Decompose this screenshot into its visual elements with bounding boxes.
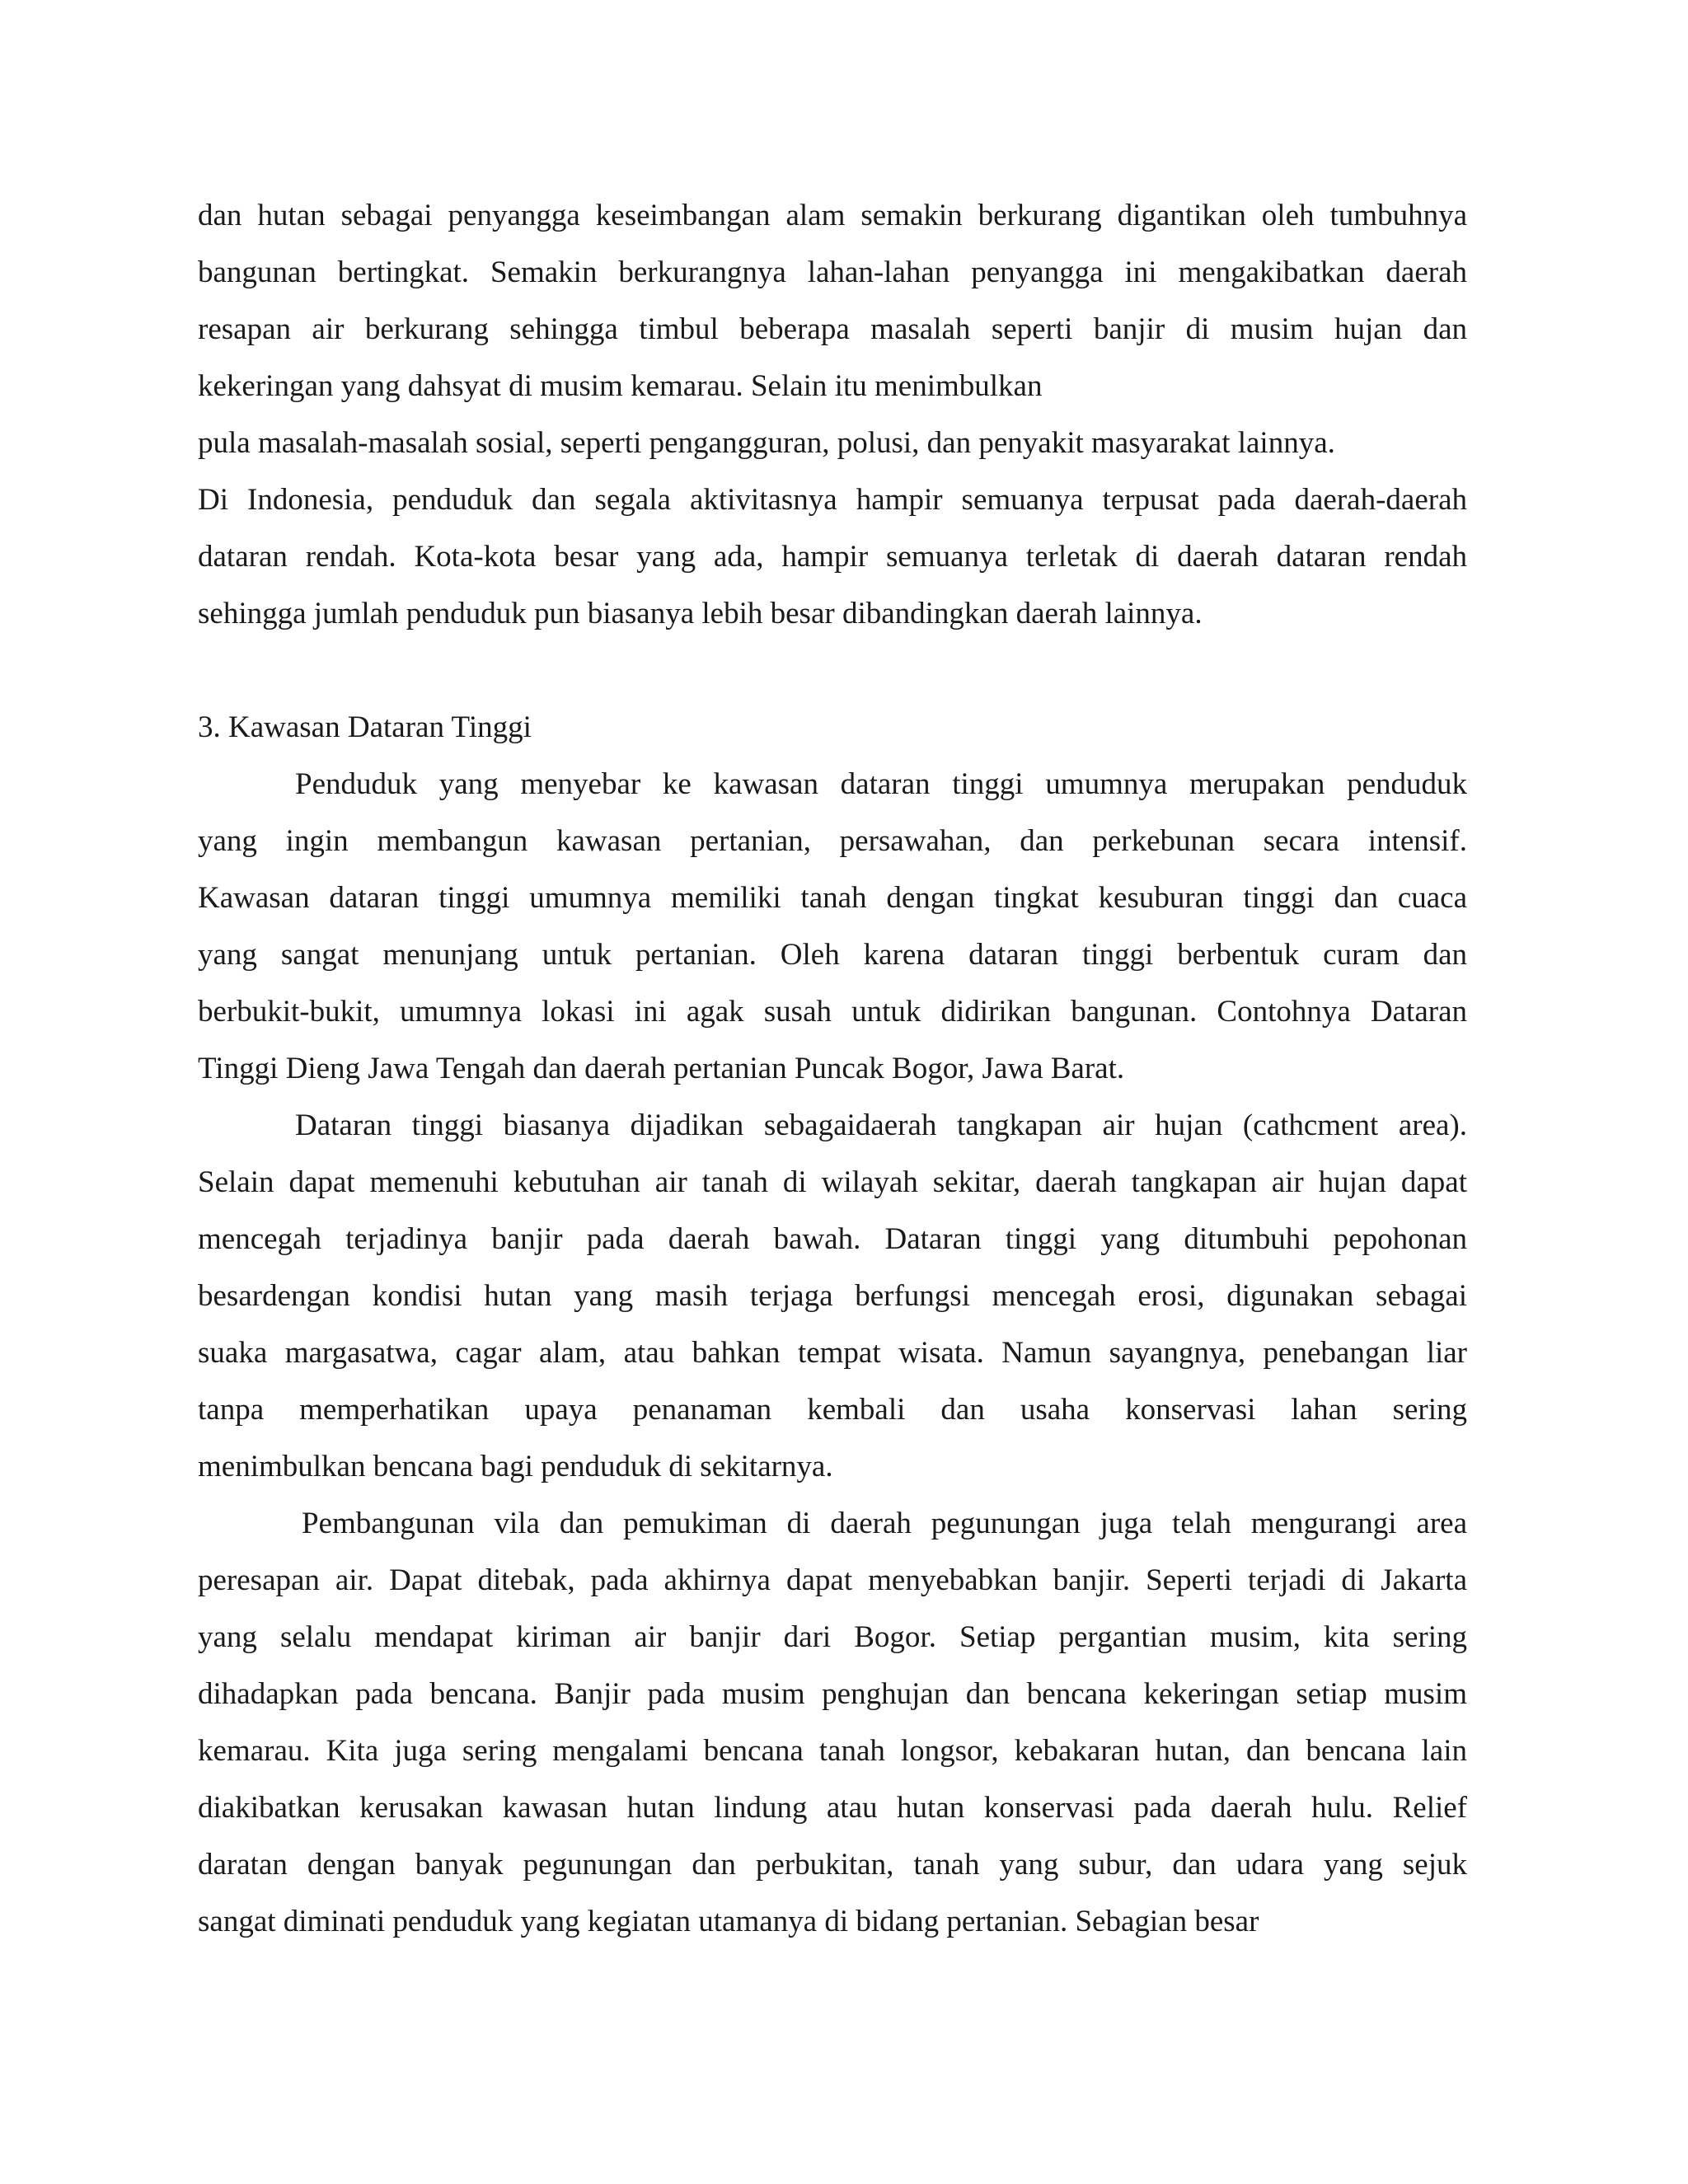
paragraph-line: mencegah terjadinya banjir pada daerah bawah. Dataran tinggi yang ditumbuhi pepohonan xyxy=(198,1222,1467,1256)
paragraph-line: kekeringan yang dahsyat di musim kemarau. Selain itu menimbulkan xyxy=(198,369,1043,403)
paragraph-3 xyxy=(198,756,1467,1097)
paragraph-line: resapan air berkurang sehingga timbul beberapa masalah seperti banjir di musim hujan dan xyxy=(198,312,1467,346)
paragraph-line: bangunan bertingkat. Semakin berkurangnya lahan-lahan penyangga ini mengakibatkan daerah xyxy=(198,255,1467,289)
paragraph-1 xyxy=(198,187,1467,471)
paragraph-line: kemarau. Kita juga sering mengalami bencana tanah longsor, kebakaran hutan, dan bencana lain xyxy=(198,1734,1467,1768)
paragraph-line: yang sangat menunjang untuk pertanian. Oleh karena dataran tinggi berbentuk curam dan xyxy=(198,938,1467,972)
section-heading-block xyxy=(198,699,1467,756)
paragraph-line: yang ingin membangun kawasan pertanian, persawahan, dan perkebunan secara intensif. xyxy=(198,824,1467,858)
paragraph-line: suaka margasatwa, cagar alam, atau bahkan tempat wisata. Namun sayangnya, penebangan liar xyxy=(198,1336,1467,1370)
paragraph-line: Pembangunan vila dan pemukiman di daerah pegunungan juga telah mengurangi area xyxy=(302,1507,1467,1540)
paragraph-line: sehingga jumlah penduduk pun biasanya lebih besar dibandingkan daerah lainnya. xyxy=(198,597,1203,630)
paragraph-line: yang selalu mendapat kiriman air banjir dari Bogor. Setiap pergantian musim, kita sering xyxy=(198,1620,1467,1654)
paragraph-line: sangat diminati penduduk yang kegiatan utamanya di bidang pertanian. Sebagian besar xyxy=(198,1905,1259,1938)
paragraph-line: Di Indonesia, penduduk dan segala aktivitasnya hampir semuanya terpusat pada daerah-daerah xyxy=(198,483,1467,517)
paragraph-2 xyxy=(198,471,1467,642)
paragraph-line: tanpa memperhatikan upaya penanaman kembali dan usaha konservasi lahan sering xyxy=(198,1393,1467,1427)
paragraph-line: peresapan air. Dapat ditebak, pada akhirnya dapat menyebabkan banjir. Seperti terjadi di Jakarta xyxy=(198,1563,1467,1597)
paragraph-line: Selain dapat memenuhi kebutuhan air tanah di wilayah sekitar, daerah tangkapan air hujan dapat xyxy=(198,1165,1467,1199)
paragraph-line: dihadapkan pada bencana. Banjir pada musim penghujan dan bencana kekeringan setiap musim xyxy=(198,1677,1467,1711)
paragraph-line: diakibatkan kerusakan kawasan hutan lindung atau hutan konservasi pada daerah hulu. Relief xyxy=(198,1791,1467,1825)
paragraph-line: dataran rendah. Kota-kota besar yang ada, hampir semuanya terletak di daerah dataran rendah xyxy=(198,540,1467,574)
paragraph-line: dan hutan sebagai penyangga keseimbangan alam semakin berkurang digantikan oleh tumbuhnya xyxy=(198,199,1467,232)
paragraph-line: Kawasan dataran tinggi umumnya memiliki tanah dengan tingkat kesuburan tinggi dan cuaca xyxy=(198,881,1467,915)
paragraph-line: menimbulkan bencana bagi penduduk di sekitarnya. xyxy=(198,1450,833,1483)
paragraph-line: pula masalah-masalah sosial, seperti pengangguran, polusi, dan penyakit masyarakat lainnya. xyxy=(198,426,1335,460)
paragraph-4 xyxy=(198,1097,1467,1495)
paragraph-5 xyxy=(198,1495,1467,1950)
section-heading: 3. Kawasan Dataran Tinggi xyxy=(198,710,532,744)
paragraph-line: Dataran tinggi biasanya dijadikan sebagaidaerah tangkapan air hujan (cathcment area). xyxy=(295,1108,1467,1142)
paragraph-line: Penduduk yang menyebar ke kawasan dataran tinggi umumnya merupakan penduduk xyxy=(295,767,1467,801)
paragraph-line: besardengan kondisi hutan yang masih terjaga berfungsi mencegah erosi, digunakan sebagai xyxy=(198,1279,1467,1313)
paragraph-line: daratan dengan banyak pegunungan dan perbukitan, tanah yang subur, dan udara yang sejuk xyxy=(198,1848,1467,1882)
paragraph-line: berbukit-bukit, umumnya lokasi ini agak susah untuk didirikan bangunan. Contohnya Dataran xyxy=(198,995,1467,1029)
paragraph-line: Tinggi Dieng Jawa Tengah dan daerah pertanian Puncak Bogor, Jawa Barat. xyxy=(198,1052,1125,1085)
